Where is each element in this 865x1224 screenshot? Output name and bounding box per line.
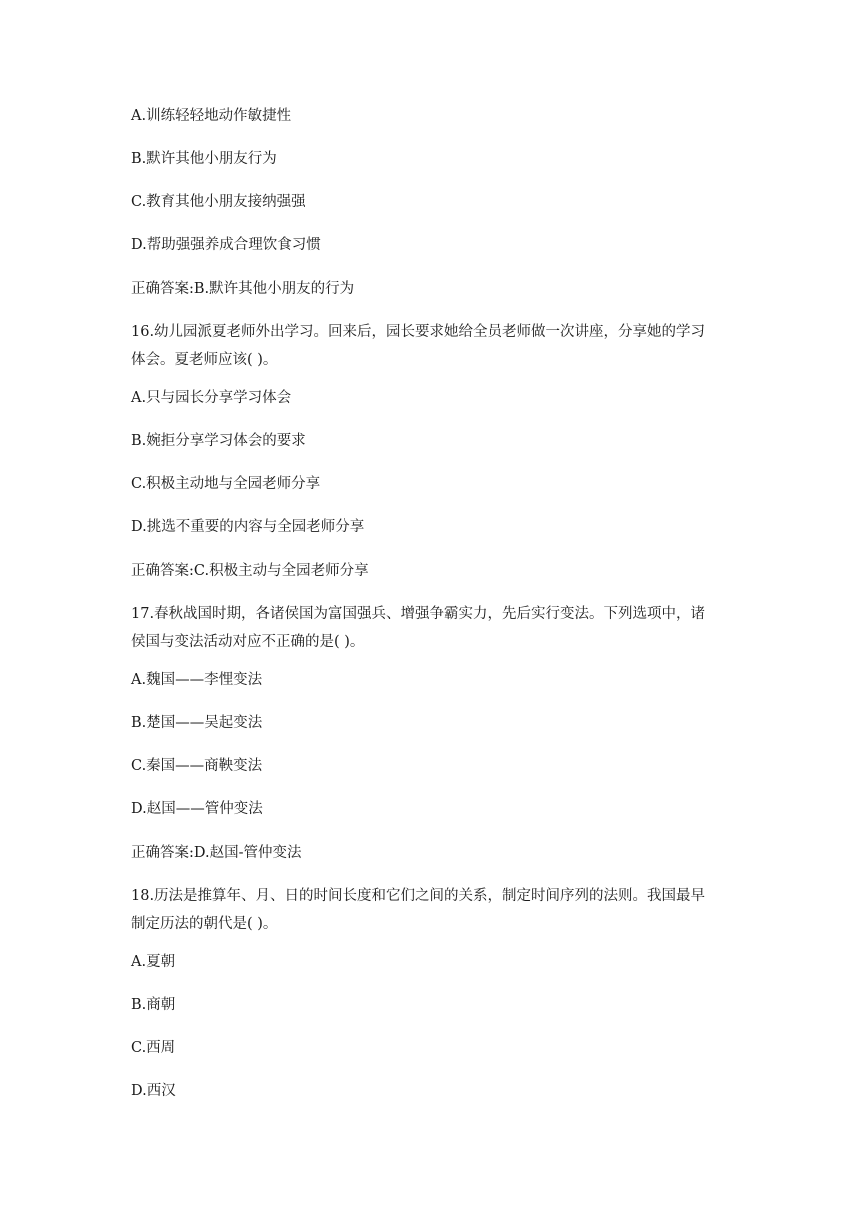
q15-option-a: A.训练轻轻地动作敏捷性 (131, 108, 292, 124)
q18-option-b: B.商朝 (131, 997, 176, 1013)
q15-answer: 正确答案:B.默许其他小朋友的行为 (131, 281, 355, 297)
q16-option-c: C.积极主动地与全园老师分享 (131, 476, 321, 492)
q15-option-b: B.默许其他小朋友行为 (131, 151, 277, 167)
q17-option-d: D.赵国——管仲变法 (131, 801, 263, 817)
q18-option-d: D.西汉 (131, 1083, 176, 1099)
q16-question-line1: 16.幼儿园派夏老师外出学习。回来后，园长要求她给全员老师做一次讲座，分享她的学习 (131, 324, 706, 340)
q17-answer: 正确答案:D.赵国-管仲变法 (131, 845, 302, 861)
q18-option-c: C.西周 (131, 1040, 176, 1056)
q15-option-c: C.教育其他小朋友接纳强强 (131, 194, 306, 210)
q16-answer: 正确答案:C.积极主动与全园老师分享 (131, 563, 369, 579)
q16-option-a: A.只与园长分享学习体会 (131, 390, 292, 406)
q16-option-b: B.婉拒分享学习体会的要求 (131, 433, 306, 449)
q17-option-c: C.秦国——商鞅变法 (131, 758, 263, 774)
q17-question-line1: 17.春秋战国时期，各诸侯国为富国强兵、增强争霸实力，先后实行变法。下列选项中，诸 (131, 606, 706, 622)
q17-option-a: A.魏国——李悝变法 (131, 672, 263, 688)
q16-question-line2: 体会。夏老师应该( )。 (131, 352, 278, 368)
q18-question-line1: 18.历法是推算年、月、日的时间长度和它们之间的关系，制定时间序列的法则。我国最早 (131, 888, 706, 904)
q17-option-b: B.楚国——吴起变法 (131, 715, 263, 731)
q15-option-d: D.帮助强强养成合理饮食习惯 (131, 237, 321, 253)
q18-option-a: A.夏朝 (131, 954, 176, 970)
q16-option-d: D.挑选不重要的内容与全园老师分享 (131, 519, 365, 535)
q18-question-line2: 制定历法的朝代是( )。 (131, 916, 278, 932)
q17-question-line2: 侯国与变法活动对应不正确的是( )。 (131, 634, 365, 650)
